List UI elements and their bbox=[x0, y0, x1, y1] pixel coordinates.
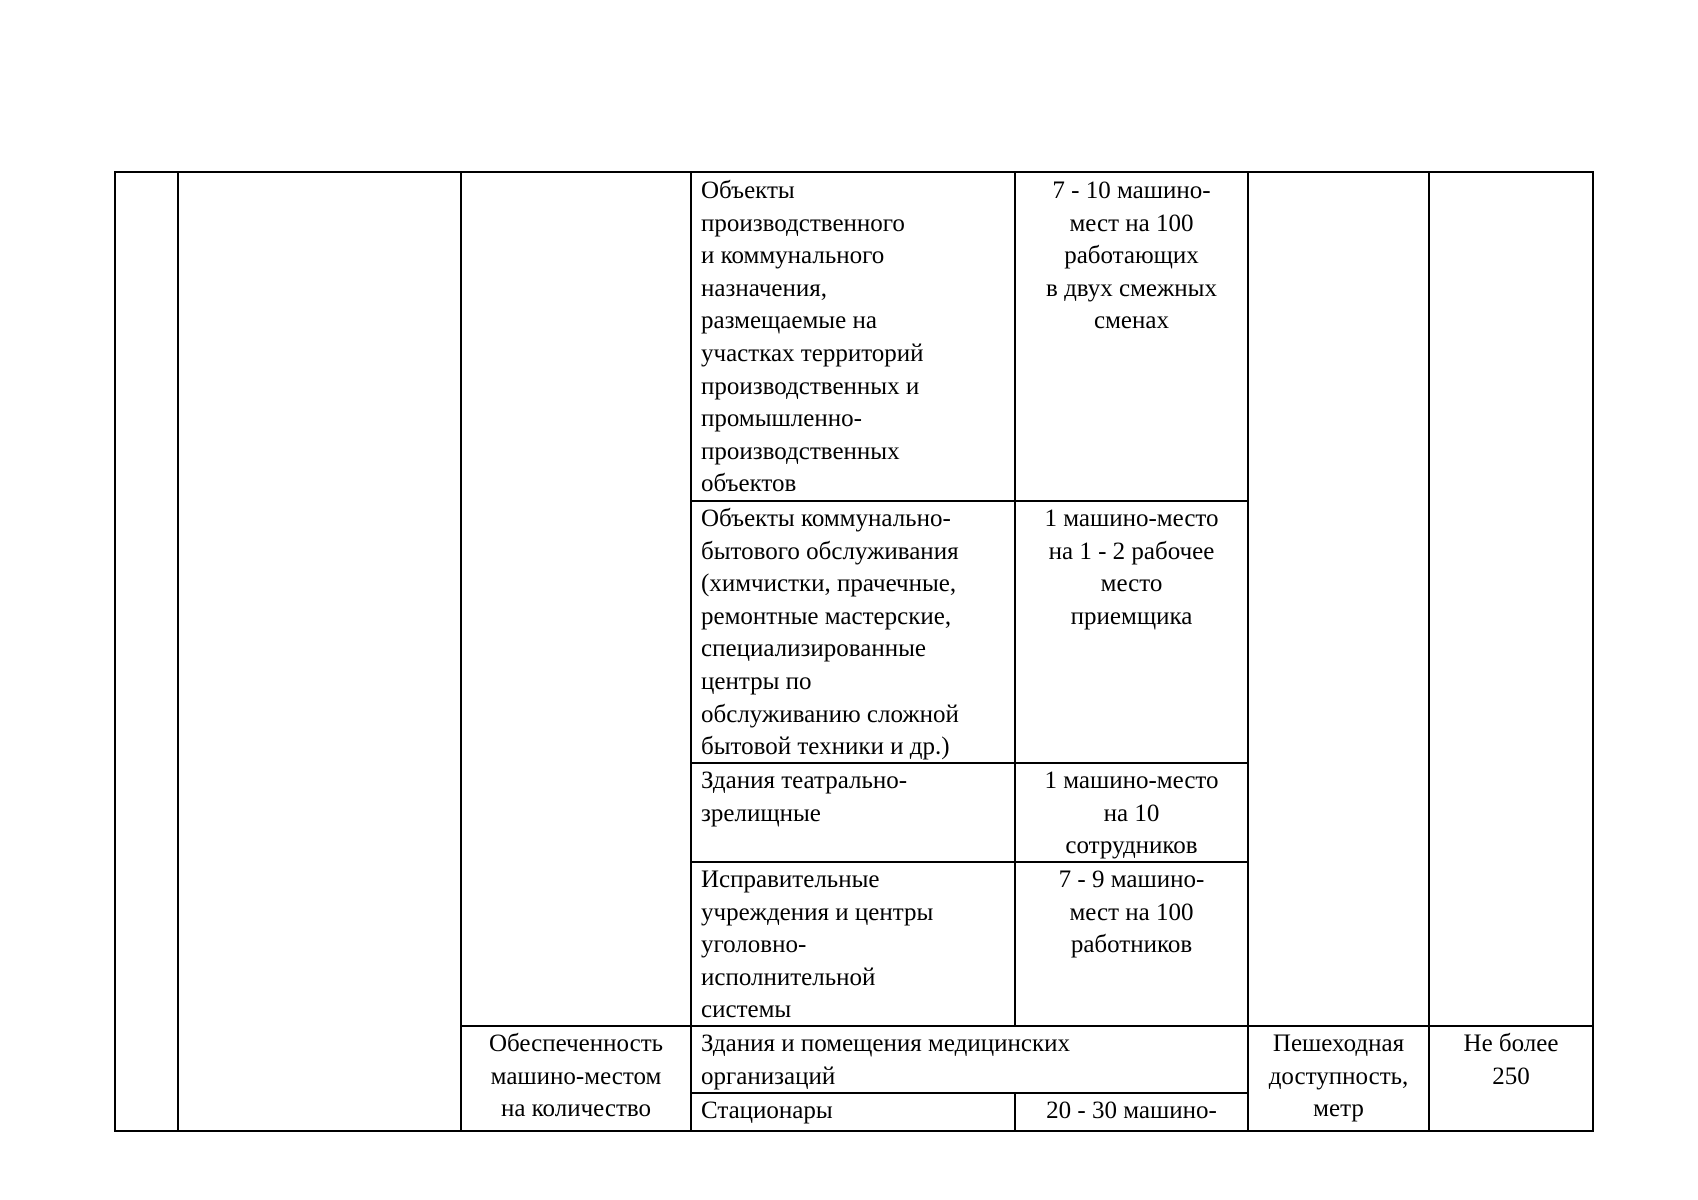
section-header-cell: Здания и помещения медицинских организаций bbox=[701, 1030, 1070, 1090]
unit-cell: Пешеходная доступность, метр bbox=[1268, 1030, 1409, 1123]
table-cell-object: Объекты производственного и коммунального назначения, размещаемые на участках территорий производственных и промышленно- производственных объектов bbox=[701, 177, 924, 498]
table-cell-norm: 7 - 9 машино- мест на 100 работников bbox=[1058, 866, 1205, 959]
table-cell-object: Стационары bbox=[701, 1097, 833, 1124]
table-cell-object: Здания театрально- зрелищные bbox=[701, 767, 908, 827]
indicator-cell: Обеспеченность машино-местом на количество bbox=[488, 1030, 664, 1123]
table-cell-norm: 20 - 30 машино- bbox=[1046, 1097, 1217, 1124]
table-cell-norm: 1 машино-место на 1 - 2 рабочее место приемщика bbox=[1044, 505, 1219, 630]
table-cell-object: Исправительные учреждения и центры уголовно- исполнительной системы bbox=[701, 866, 934, 1024]
value-cell: Не более 250 bbox=[1463, 1030, 1559, 1090]
table-cell-object: Объекты коммунально- бытового обслуживания (химчистки, прачечные, ремонтные мастерские, специализированные центры по обслуживанию сложной бытовой техники и др.) bbox=[701, 505, 959, 761]
table-cell-norm: 1 машино-место на 10 сотрудников bbox=[1044, 767, 1219, 860]
table-cell-norm: 7 - 10 машино- мест на 100 работающих в двух смежных сменах bbox=[1046, 177, 1217, 335]
